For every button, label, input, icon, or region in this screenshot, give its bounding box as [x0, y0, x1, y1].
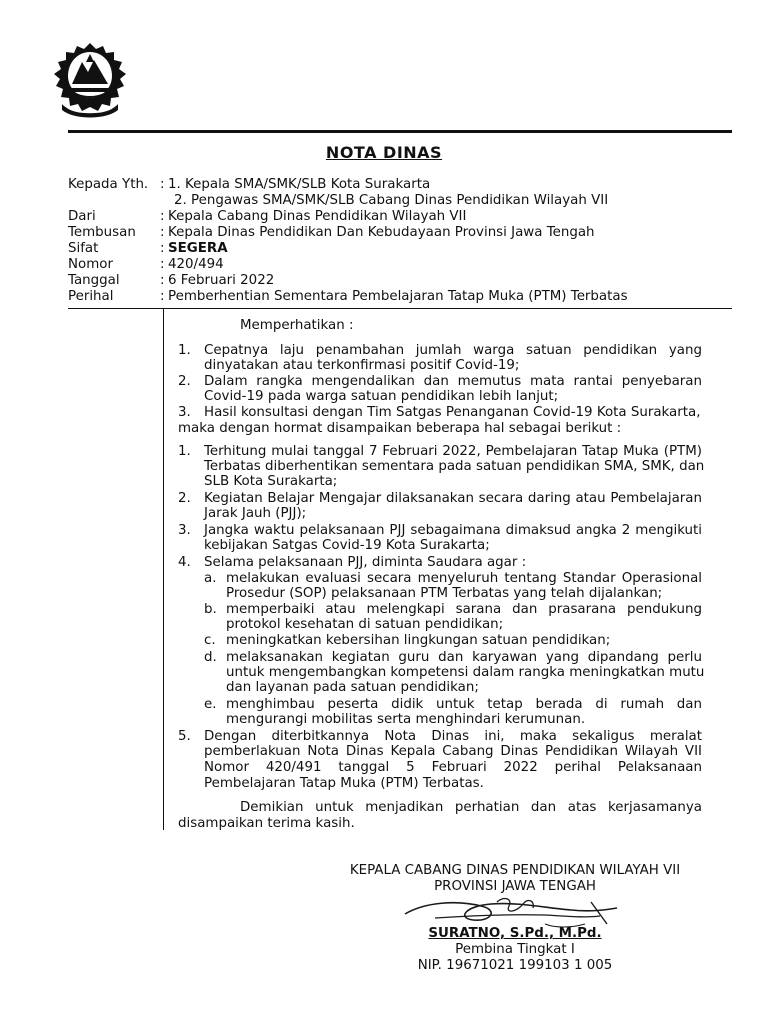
document-date: 6 Februari 2022: [168, 273, 275, 288]
consideration-2: Dalam rangka mengendalikan dan memutus mata rantai penyebaran: [204, 374, 702, 389]
header-divider: [68, 130, 732, 133]
consideration-3: Hasil konsultasi dengan Tim Satgas Penanganan Covid-19 Kota Surakarta,: [204, 405, 701, 420]
signatory-nip: NIP. 19671021 199103 1 005: [417, 958, 613, 973]
recipient-label: Kepada Yth.: [68, 177, 149, 192]
nature-urgent: SEGERA: [168, 241, 228, 256]
margin-line: [163, 308, 164, 830]
subpoint-a: melakukan evaluasi secara menyeluruh tentang Standar Operasional: [226, 571, 702, 586]
signatory-province: PROVINSI JAWA TENGAH: [434, 879, 596, 894]
recipient-2: 2. Pengawas SMA/SMK/SLB Cabang Dinas Pendidikan Wilayah VII: [174, 193, 609, 208]
body-divider: [68, 308, 732, 309]
cc: Kepala Dinas Pendidikan Dan Kebudayaan Provinsi Jawa Tengah: [168, 225, 595, 240]
intro-text: Memperhatikan :: [240, 318, 354, 333]
subpoint-c: meningkatkan kebersihan lingkungan satuan pendidikan;: [226, 633, 611, 648]
sender: Kepala Cabang Dinas Pendidikan Wilayah VII: [168, 209, 467, 224]
consideration-1: Cepatnya laju penambahan jumlah warga satuan pendidikan yang: [204, 343, 702, 358]
coat-of-arms-logo: [48, 40, 132, 124]
point-5: Dengan diterbitkannya Nota Dinas ini, maka sekaligus meralat: [204, 729, 702, 744]
memo-page: NOTA DINAS Kepada Yth. : 1. Kepala SMA/SMK/SLB Kota Surakarta 2. Pengawas SMA/SMK/SLB Cabang Dinas Pendidikan Wilayah VII Dari : Kepala Cabang Dinas Pendidikan Wilayah VII Tembusan : Kepala Dinas Pendidikan Dan Kebudayaan Provinsi Jawa Tengah Sifat : SEGERA Nomor : 420/494 Tanggal : 6 Februari 2022 Perihal : Pemberhentian Sementara Pembelajaran Tatap Muka (PTM) Terbatas Memperhatikan : 1. Cepatnya laju penambahan jumlah warga satuan pendidikan yang dinyatakan atau terkonfirmasi positif Covid-19; 2. Dalam rangka mengendalikan dan memutus mata rantai penyebaran Covid-19 pada warga satuan pendidikan lebih lanjut; 3. Hasil konsultasi dengan Tim Satgas Penanganan Covid-19 Kota Surakarta, maka dengan hormat disampaikan beberapa hal sebagai berikut : 1. Terhitung mulai tanggal 7 Februari 2022, Pembelajaran Tatap Muka (PTM) Terbatas diberhentikan sementara pada satuan pendidikan SMA, SMK, dan SLB Kota Surakarta; 2. Kegiatan Belajar Mengajar dilaksanakan secara daring atau Pembelajaran Jarak Jauh (PJJ); 3. Jangka waktu pelaksanaan PJJ sebagaimana dimaksud angka 2 mengikuti kebijakan Satgas Covid-19 Kota Surakarta; 4. Selama pelaksanaan PJJ, diminta Saudara agar : a. melakukan evaluasi secara menyeluruh tentang Standar Operasional Prosedur (SOP) pelaksanaan PTM Terbatas yang telah dijalankan; b. memperbaiki atau melengkapi sarana dan prasarana pendukung protokol kesehatan di satuan pendidikan; c. meningkatkan kebersihan lingkungan satuan pendidikan; d. melaksanakan kegiatan guru dan karyawan yang dipandang perlu untuk mengembangkan kompetensi dalam rangka meningkatkan mutu dan layanan pada satuan pendidikan; e. menghimbau peserta didik untuk tetap berada di rumah dan mengurangi mobilitas serta menghindari kerumunan. 5. Dengan diterbitkannya Nota Dinas ini, maka sekaligus meralat pemberlakuan Nota Dinas Kepala Cabang Dinas Pendidikan Wilayah VII Nomor 420/491 tanggal 5 Februari 2022 perihal Pelaksanaan Pembelajaran Tatap Muka (PTM) Terbatas. Demikian untuk menjadikan perhatian dan atas kerjasamanya disampaikan terima kasih. KEPALA CABANG DINAS PENDIDIKAN WILAYAH VII PROVINSI JAWA TENGAH SURATNO, S.Pd., M.Pd. Pembina Tingkat I NIP. 19671021 199103 1 005: [0, 0, 768, 1024]
subpoint-d: melaksanakan kegiatan guru dan karyawan yang dipandang perlu: [226, 650, 702, 665]
subpoint-b: memperbaiki atau melengkapi sarana dan prasarana pendukung: [226, 602, 702, 617]
point-2: Kegiatan Belajar Mengajar dilaksanakan secara daring atau Pembelajaran: [204, 491, 702, 506]
signatory-position: KEPALA CABANG DINAS PENDIDIKAN WILAYAH VII: [349, 863, 681, 878]
point-1: Terhitung mulai tanggal 7 Februari 2022, Pembelajaran Tatap Muka (PTM): [204, 444, 702, 459]
document-number: 420/494: [168, 257, 224, 272]
recipient-1: 1. Kepala SMA/SMK/SLB Kota Surakarta: [168, 177, 431, 192]
signatory-name: SURATNO, S.Pd., M.Pd.: [428, 926, 602, 941]
transition-text: maka dengan hormat disampaikan beberapa hal sebagai berikut :: [178, 421, 622, 436]
subpoint-e: menghimbau peserta didik untuk tetap berada di rumah dan: [226, 697, 702, 712]
closing-text: Demikian untuk menjadikan perhatian dan atas kerjasamanya: [240, 800, 702, 815]
point-3: Jangka waktu pelaksanaan PJJ sebagaimana dimaksud angka 2 mengikuti: [204, 523, 702, 538]
subject: Pemberhentian Sementara Pembelajaran Tatap Muka (PTM) Terbatas: [168, 289, 628, 304]
point-4: Selama pelaksanaan PJJ, diminta Saudara agar :: [204, 555, 527, 570]
signatory-rank: Pembina Tingkat I: [455, 942, 575, 957]
document-title: NOTA DINAS: [325, 143, 443, 162]
